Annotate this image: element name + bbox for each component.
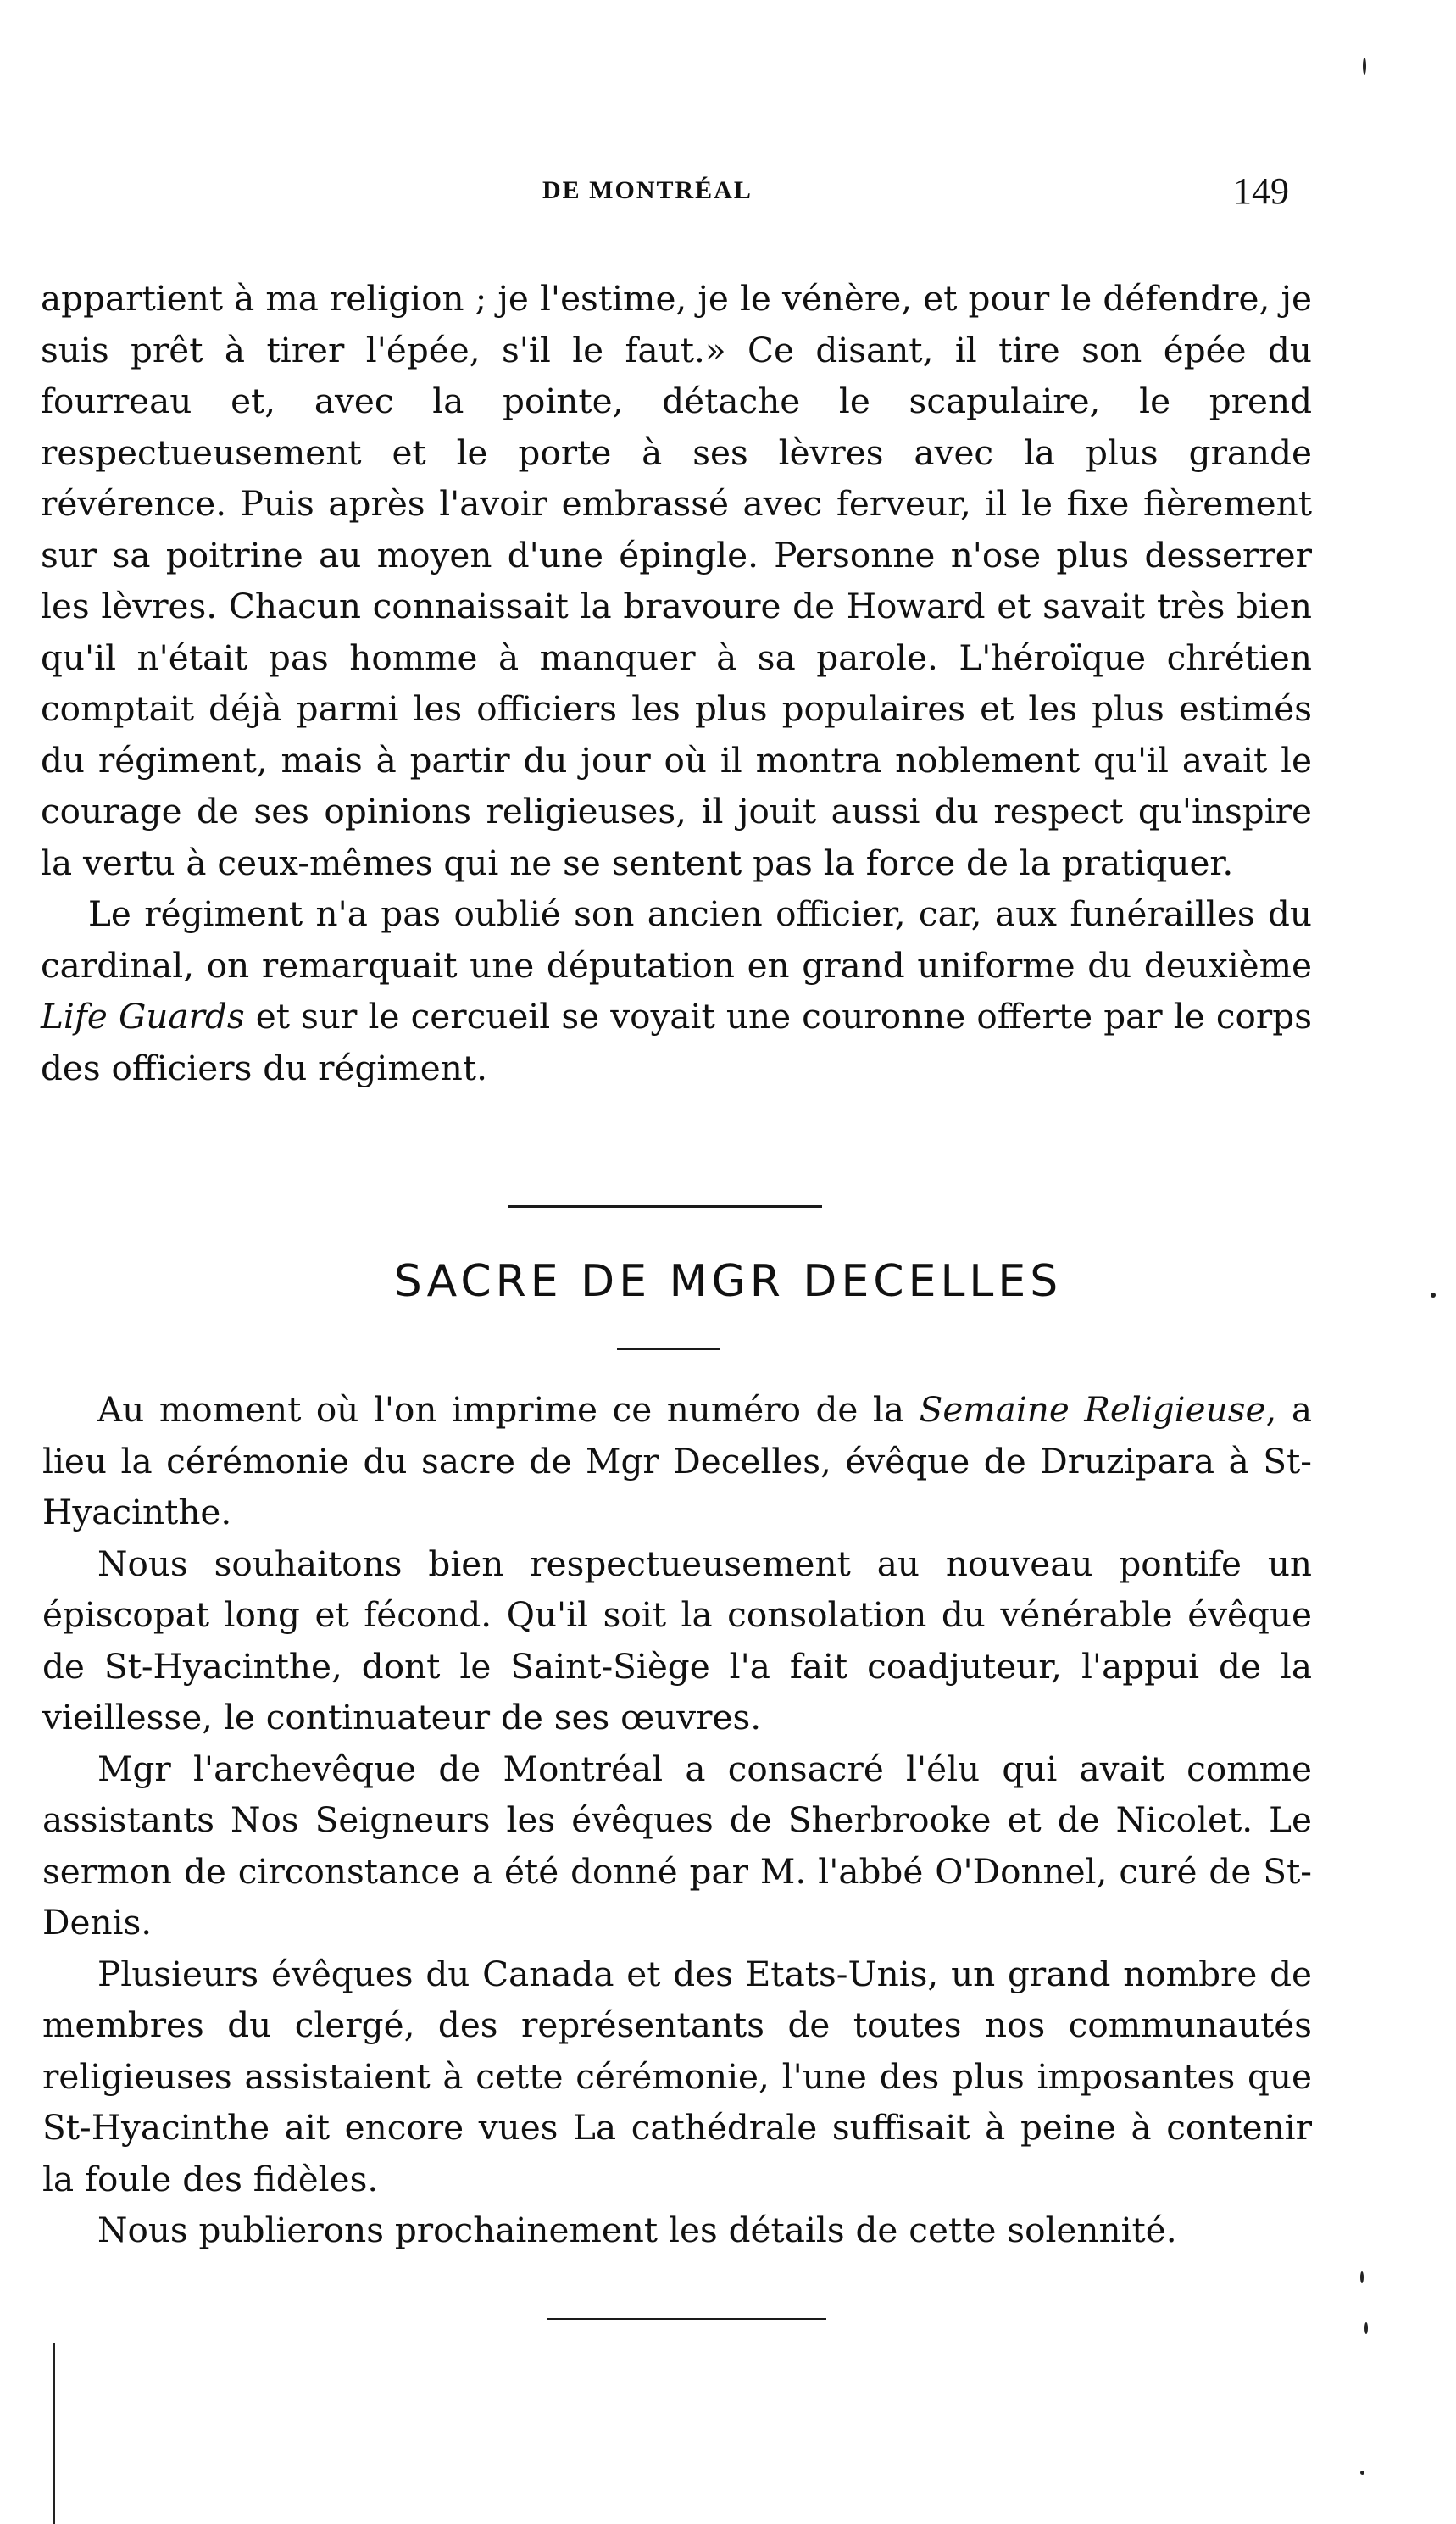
scan-speck [1360, 2271, 1364, 2283]
italic-title: Life Guards [41, 996, 245, 1037]
article-howard [41, 273, 1312, 1093]
separator-rule [508, 1205, 822, 1208]
paragraph: appartient à ma religion ; je l'estime, je le vénère, et pour le défendre, je suis prêt à tirer l'épée, s'il le faut.» Ce disant, il tire son épée du fourreau et, avec la pointe, détache le scapulaire, le prend respectueusement et le porte à ses lèvres avec la plus grande révérence. Puis après l'avoir embrassé avec ferveur, il le fixe fièrement sur sa poitrine au moyen d'une épingle. Personne n'ose plus desserrer les lèvres. Chacun connaissait la bravoure de Howard et savait très bien qu'il n'était pas homme à manquer à sa parole. L'héroïque chrétien comptait déjà parmi les officiers les plus populaires et les plus estimés du régiment, mais à partir du jour où il montra noblement qu'il avait le courage de ses opinions religieuses, il jouit aussi du respect qu'inspire la vertu à ceux-mêmes qui ne se sentent pas la force de la pratiquer. [41, 278, 1312, 883]
section-title: SACRE DE MGR DECELLES [393, 1256, 1063, 1307]
scan-speck [1431, 1293, 1436, 1298]
page-header [0, 170, 1456, 227]
italic-title: Semaine Religieuse [919, 1389, 1266, 1430]
paragraph: Au moment où l'on imprime ce numéro de la Semaine Religieuse, a lieu la cérémonie du sacre de Mgr Decelles, évêque de Druzipara à St-Hyacinthe. [42, 1389, 1312, 1532]
paragraph: Nous souhaitons bien respectueusement au nouveau pontife un épiscopat long et fécond. Qu'il soit la consolation du vénérable évêque de St-Hyacinthe, dont le Saint-Siège l'a fait coadjuteur, l'appui de la vieillesse, le continuateur de ses œuvres. [42, 1543, 1312, 1737]
scan-edge-line [53, 2343, 55, 2524]
title-underline [617, 1348, 720, 1350]
end-rule [547, 2318, 826, 2320]
scan-speck [1364, 2322, 1368, 2334]
scan-speck [1360, 2471, 1364, 2475]
paragraph: Le régiment n'a pas oublié son ancien officier, car, aux funérailles du cardinal, on remarquait une députation en grand uniforme du deuxième Life Guards et sur le cercueil se voyait une couronne offerte par le corps des officiers du régiment. [41, 893, 1312, 1088]
paragraph: Mgr l'archevêque de Montréal a consacré l'élu qui avait comme assistants Nos Seigneurs les évêques de Sherbrooke et de Nicolet. Le sermon de circonstance a été donné par M. l'abbé O'Donnel, curé de St-Denis. [42, 1748, 1312, 1943]
paragraph: Nous publierons prochainement les détails de cette solennité. [97, 2210, 1177, 2250]
paragraph: Plusieurs évêques du Canada et des Etats-Unis, un grand nombre de membres du clergé, des représentants de toutes nos communautés religieuses assistaient à cette cérémonie, l'une des plus imposantes que St-Hyacinthe ait encore vues La cathédrale suffisait à peine à contenir la foule des fidèles. [42, 1953, 1312, 2199]
running-head: DE MONTRÉAL [542, 176, 753, 204]
article-sacre [42, 1384, 1312, 2256]
page-number: 149 [1233, 170, 1289, 212]
scan-speck [1363, 58, 1366, 75]
